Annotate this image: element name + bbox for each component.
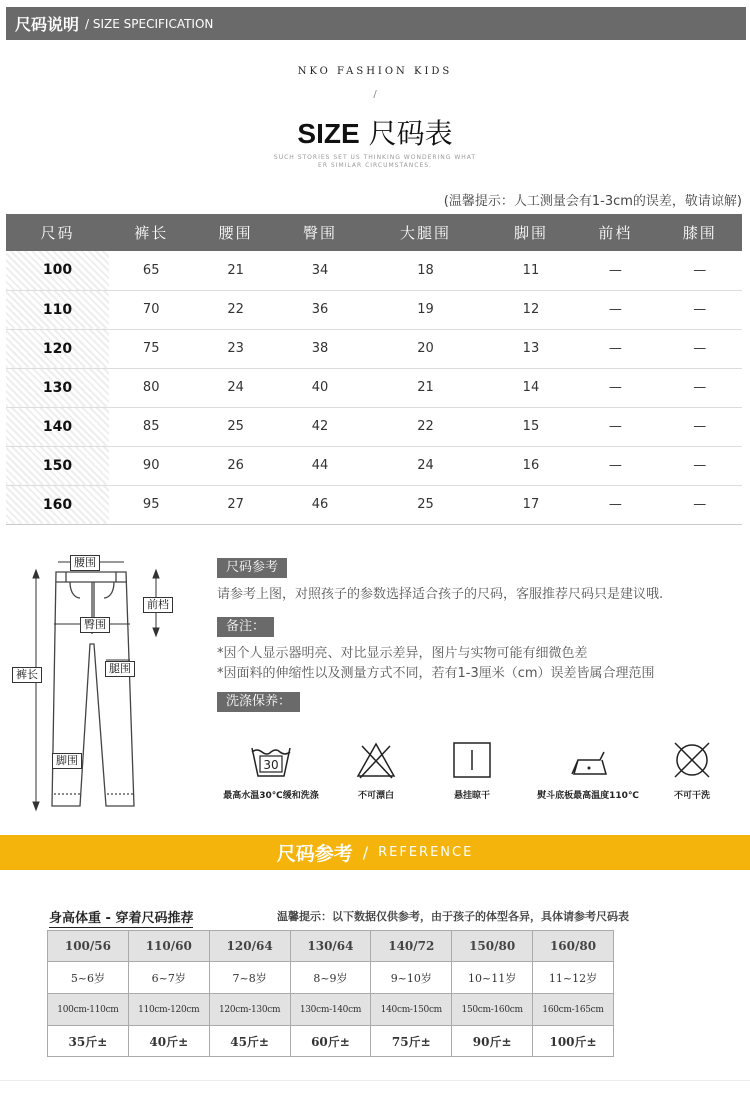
no-bleach-icon <box>354 740 398 780</box>
ref-row-heights <box>48 994 614 1026</box>
table-cell: — <box>573 290 657 329</box>
care-iron <box>528 740 648 801</box>
ref-cell: 100/56 <box>48 931 129 962</box>
ref-cell: 40斤± <box>128 1026 209 1057</box>
table-cell: 130 <box>6 368 109 407</box>
brand-name: NKO FASHION KIDS <box>297 66 453 77</box>
ref-row-ages <box>48 962 614 994</box>
col-header: 大腿围 <box>362 214 489 251</box>
table-cell: 13 <box>489 329 573 368</box>
table-cell: 85 <box>109 407 193 446</box>
label-length: 裤长 <box>12 667 42 683</box>
label-thigh: 腿围 <box>105 661 135 677</box>
care-no-bleach <box>346 740 406 801</box>
col-header: 裤长 <box>109 214 193 251</box>
ref-cell: 90斤± <box>452 1026 533 1057</box>
subtitle-line1: SUCH STORIES SET US THINKING WONDERING WHAT <box>273 154 477 161</box>
care-label: 熨斗底板最高温度110℃ <box>537 791 639 801</box>
hang-dry-icon <box>450 740 494 780</box>
table-row <box>6 485 742 524</box>
ref-cell: 110/60 <box>128 931 209 962</box>
ref-cell: 100cm-110cm <box>48 994 129 1026</box>
care-label: 最高水温30℃缓和洗涤 <box>223 791 319 801</box>
table-cell: 21 <box>362 368 489 407</box>
table-cell: — <box>573 446 657 485</box>
table-cell: 95 <box>109 485 193 524</box>
table-row <box>6 251 742 290</box>
size-ref-text: 请参考上图，对照孩子的参数选择适合孩子的尺码，客服推荐尺码只是建议哦. <box>217 587 664 602</box>
table-cell: 20 <box>362 329 489 368</box>
col-header: 臀围 <box>278 214 362 251</box>
table-cell: 160 <box>6 485 109 524</box>
ref-cell: 10~11岁 <box>452 962 533 994</box>
label-waist: 腰围 <box>70 555 100 571</box>
header-title-en: / SIZE SPECIFICATION <box>85 16 214 31</box>
table-cell: — <box>658 407 742 446</box>
ref-cell: 140cm-150cm <box>371 994 452 1026</box>
table-cell: — <box>658 485 742 524</box>
table-cell: 24 <box>193 368 277 407</box>
reference-bar-en: REFERENCE <box>378 845 474 860</box>
ref-row-sizes <box>48 931 614 962</box>
remark-text-2: *因面料的伸缩性以及测量方式不同，若有1-3厘米（cm）误差皆属合理范围 <box>217 666 655 681</box>
table-cell: — <box>658 290 742 329</box>
ref-row-weights <box>48 1026 614 1057</box>
label-front-rise: 前档 <box>143 597 173 613</box>
table-cell: 40 <box>278 368 362 407</box>
table-cell: 150 <box>6 446 109 485</box>
table-cell: 27 <box>193 485 277 524</box>
care-no-dry-clean <box>662 740 722 801</box>
reference-table <box>47 930 614 1057</box>
header-title-cn: 尺码说明 <box>15 15 80 34</box>
remark-text-1: *因个人显示器明亮、对比显示差异，图片与实物可能有细微色差 <box>217 646 588 661</box>
col-header: 脚围 <box>489 214 573 251</box>
table-cell: 90 <box>109 446 193 485</box>
col-header: 膝围 <box>658 214 742 251</box>
reference-title: 身高体重 - 穿着尺码推荐 <box>49 907 193 928</box>
table-cell: 44 <box>278 446 362 485</box>
reference-bar <box>0 835 750 870</box>
ref-cell: 140/72 <box>371 931 452 962</box>
table-cell: 19 <box>362 290 489 329</box>
ref-cell: 75斤± <box>371 1026 452 1057</box>
label-hip: 臀围 <box>80 617 110 633</box>
brand-slash: / <box>373 89 377 100</box>
page-title-cn: 尺码表 <box>368 117 453 150</box>
table-cell: 110 <box>6 290 109 329</box>
table-cell: — <box>658 251 742 290</box>
table-row <box>6 407 742 446</box>
table-cell: — <box>658 368 742 407</box>
table-cell: 24 <box>362 446 489 485</box>
table-cell: 42 <box>278 407 362 446</box>
ref-cell: 7~8岁 <box>209 962 290 994</box>
ref-cell: 160cm-165cm <box>533 994 614 1026</box>
table-cell: 21 <box>193 251 277 290</box>
table-cell: 46 <box>278 485 362 524</box>
table-cell: 65 <box>109 251 193 290</box>
col-header: 尺码 <box>6 214 109 251</box>
wash-30-icon <box>249 740 293 780</box>
size-table-header <box>6 214 742 251</box>
size-ref-tag: 尺码参考 <box>217 558 287 578</box>
table-row <box>6 290 742 329</box>
page-title-en: SIZE <box>297 118 360 149</box>
table-cell: 15 <box>489 407 573 446</box>
iron-icon <box>564 740 612 780</box>
table-cell: 26 <box>193 446 277 485</box>
ref-cell: 160/80 <box>533 931 614 962</box>
table-cell: 11 <box>489 251 573 290</box>
table-cell: 120 <box>6 329 109 368</box>
table-cell: 25 <box>362 485 489 524</box>
ref-cell: 9~10岁 <box>371 962 452 994</box>
subtitle <box>250 154 500 170</box>
ref-cell: 130cm-140cm <box>290 994 371 1026</box>
label-leg-opening: 脚围 <box>52 753 82 769</box>
ref-cell: 8~9岁 <box>290 962 371 994</box>
col-header: 前档 <box>573 214 657 251</box>
table-row <box>6 446 742 485</box>
table-cell: 80 <box>109 368 193 407</box>
ref-cell: 60斤± <box>290 1026 371 1057</box>
care-hang-dry <box>442 740 502 801</box>
table-cell: 25 <box>193 407 277 446</box>
table-cell: — <box>573 407 657 446</box>
ref-cell: 100斤± <box>533 1026 614 1057</box>
reference-bar-cn: 尺码参考 <box>276 843 353 865</box>
table-cell: — <box>573 329 657 368</box>
table-cell: 18 <box>362 251 489 290</box>
pants-diagram <box>10 548 190 818</box>
care-label: 悬挂晾干 <box>453 791 490 801</box>
ref-cell: 130/64 <box>290 931 371 962</box>
reference-tip: 温馨提示：以下数据仅供参考，由于孩子的体型各异，具体请参考尺码表 <box>277 910 629 923</box>
no-dry-clean-icon <box>670 740 714 780</box>
header-bar <box>6 7 746 40</box>
page-title <box>0 112 750 152</box>
care-label: 不可干洗 <box>673 791 710 801</box>
table-cell: — <box>573 368 657 407</box>
col-header: 腰围 <box>193 214 277 251</box>
table-row <box>6 368 742 407</box>
table-cell: 17 <box>489 485 573 524</box>
ref-cell: 120cm-130cm <box>209 994 290 1026</box>
reference-bar-sep: / <box>362 843 369 862</box>
table-cell: 36 <box>278 290 362 329</box>
table-cell: 22 <box>193 290 277 329</box>
remark-tag: 备注： <box>217 617 274 637</box>
wash-temp: 30 <box>263 758 279 772</box>
table-cell: — <box>573 485 657 524</box>
ref-cell: 110cm-120cm <box>128 994 209 1026</box>
ref-cell: 5~6岁 <box>48 962 129 994</box>
table-cell: 16 <box>489 446 573 485</box>
subtitle-line2: ER SIMILAR CIRCUMSTANCES. <box>318 162 432 169</box>
table-cell: — <box>658 446 742 485</box>
table-cell: 70 <box>109 290 193 329</box>
table-cell: 12 <box>489 290 573 329</box>
bottom-divider <box>0 1080 750 1081</box>
wash-tag: 洗涤保养： <box>217 692 300 712</box>
table-cell: 38 <box>278 329 362 368</box>
table-cell: 100 <box>6 251 109 290</box>
ref-cell: 11~12岁 <box>533 962 614 994</box>
table-cell: 22 <box>362 407 489 446</box>
care-icons <box>210 740 730 810</box>
table-cell: — <box>573 251 657 290</box>
ref-cell: 35斤± <box>48 1026 129 1057</box>
table-cell: 34 <box>278 251 362 290</box>
ref-cell: 150cm-160cm <box>452 994 533 1026</box>
ref-cell: 6~7岁 <box>128 962 209 994</box>
ref-cell: 120/64 <box>209 931 290 962</box>
care-wash <box>216 740 326 801</box>
table-cell: 14 <box>489 368 573 407</box>
ref-cell: 150/80 <box>452 931 533 962</box>
table-cell: 23 <box>193 329 277 368</box>
table-cell: 75 <box>109 329 193 368</box>
table-row <box>6 329 742 368</box>
size-table <box>6 214 742 525</box>
table-cell: — <box>658 329 742 368</box>
care-label: 不可漂白 <box>357 791 394 801</box>
notes-section <box>217 556 737 712</box>
ref-cell: 45斤± <box>209 1026 290 1057</box>
table-cell: 140 <box>6 407 109 446</box>
measure-tip: (温馨提示：人工测量会有1-3cm的误差，敬请谅解) <box>443 194 742 209</box>
